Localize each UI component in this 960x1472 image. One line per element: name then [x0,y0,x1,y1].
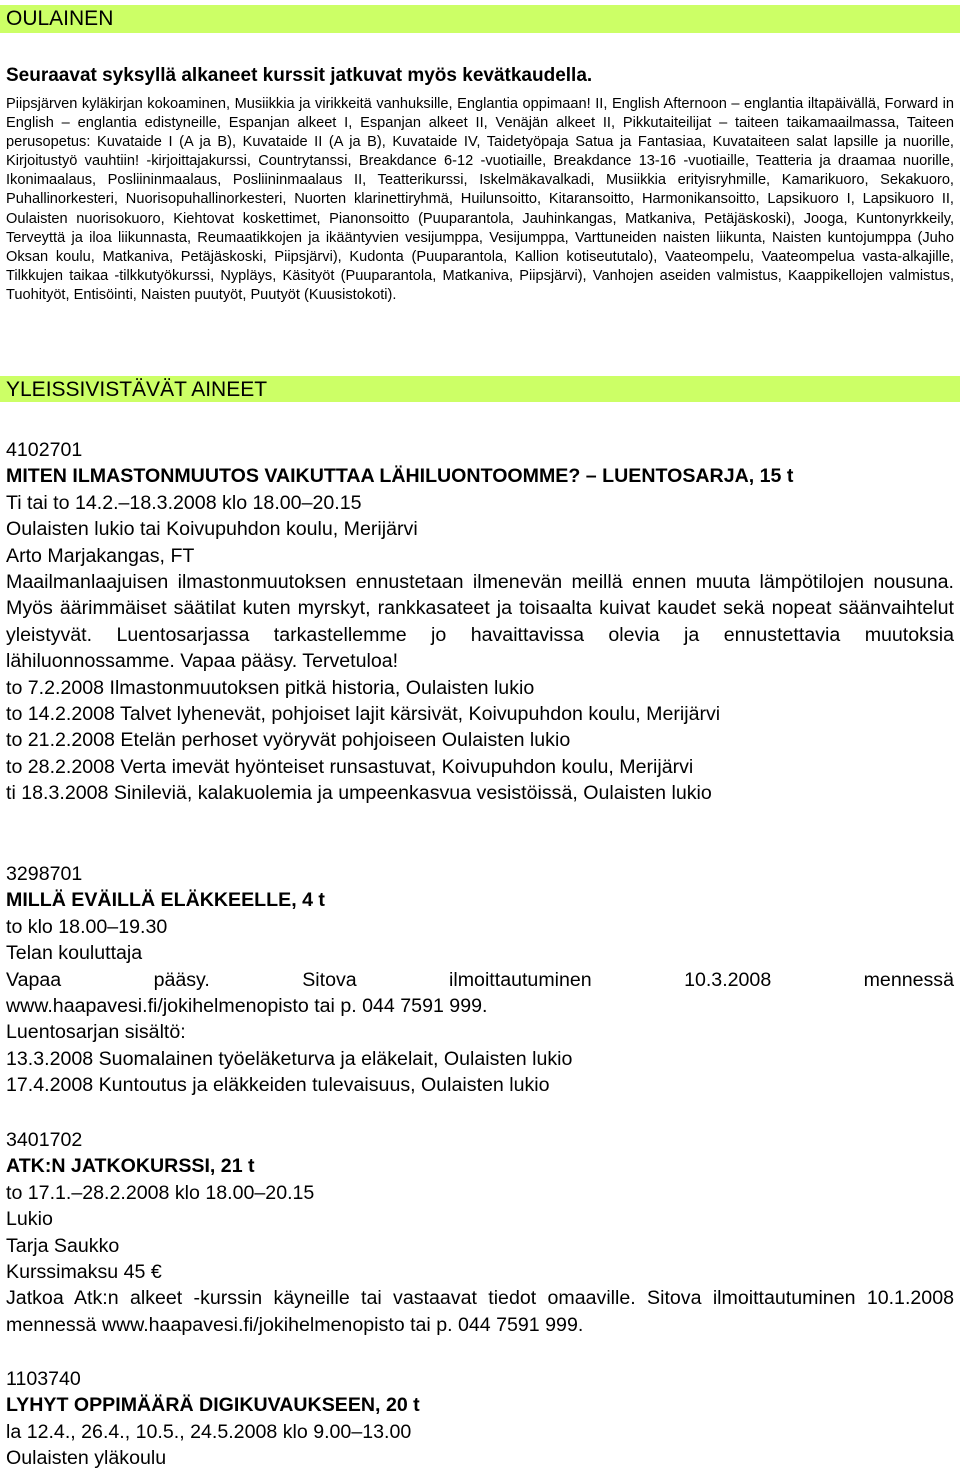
course-3298701 [6,861,954,1099]
course-teacher: Arto Marjakangas, FT [6,544,195,567]
course-code: 1103740 [6,1368,81,1390]
continuing-courses-list [6,95,954,305]
course-schedule: la 12.4., 26.4., 10.5., 24.5.2008 klo 9.00–13.00 [6,1420,412,1443]
course-fee: Kurssimaksu 45 € [6,1261,162,1284]
course-schedule: to 17.1.–28.2.2008 klo 18.00–20.15 [6,1181,315,1204]
course-session: to 14.2.2008 Talvet lyhenevät, pohjoiset lajit kärsivät, Koivupuhdon koulu, Merijärvi [6,703,721,726]
course-content-label: Luentosarjan sisältö: [6,1021,186,1044]
course-schedule: Ti tai to 14.2.–18.3.2008 klo 18.00–20.15 [6,491,362,514]
registration-word: Sitova [302,968,357,991]
course-contact: www.haapavesi.fi/jokihelmenopisto tai p. 044 7591 999. [6,995,488,1018]
course-session: 13.3.2008 Suomalainen työeläketurva ja eläkelait, Oulaisten lukio [6,1047,573,1070]
course-location: Oulaisten lukio tai Koivupuhdon koulu, Merijärvi [6,518,418,541]
course-teacher: Tarja Saukko [6,1234,120,1257]
continuing-courses-heading: Seuraavat syksyllä alkaneet kurssit jatkuvat myös kevätkaudella. [6,65,593,86]
course-session: to 21.2.2008 Etelän perhoset vyöryvät pohjoiseen Oulaisten lukio [6,729,571,752]
course-session: to 7.2.2008 Ilmastonmuutoksen pitkä historia, Oulaisten lukio [6,676,535,699]
registration-word: Vapaa [6,968,62,991]
course-session: ti 18.3.2008 Sinileviä, kalakuolemia ja umpeenkasvua vesistöissä, Oulaisten lukio [6,782,712,805]
registration-word: 10.3.2008 [684,968,772,991]
course-teacher: Telan kouluttaja [6,942,143,965]
course-code: 3298701 [6,863,83,885]
course-location: Oulaisten yläkoulu [6,1447,167,1470]
registration-word: pääsy. [153,968,210,991]
course-title: MILLÄ EVÄILLÄ ELÄKKEELLE, 4 t [6,889,325,912]
course-title: LYHYT OPPIMÄÄRÄ DIGIKUVAUKSEEN, 20 t [6,1394,420,1417]
section-title: YLEISSIVISTÄVÄT AINEET [6,378,268,401]
course-session: to 28.2.2008 Verta imevät hyönteiset runsastuvat, Koivupuhdon koulu, Merijärvi [6,755,694,778]
town-header-band [0,5,960,33]
course-description: Jatkoa Atk:n alkeet -kurssin käyneille tai vastaavat tiedot omaaville. Sitova ilmoittautuminen 10.1.2008 mennessä www.haapavesi.fi/jokihelmenopisto tai p. 044 7591 999. [6,1287,954,1336]
course-code: 3401702 [6,1129,83,1151]
course-1103740 [6,1366,954,1472]
course-code: 4102701 [6,439,83,461]
course-location: Lukio [6,1208,53,1231]
course-4102701 [6,437,954,807]
course-title: MITEN ILMASTONMUUTOS VAIKUTTAA LÄHILUONTOOMME? – LUENTOSARJA, 15 t [6,465,794,488]
course-title: ATK:N JATKOKURSSI, 21 t [6,1155,255,1178]
registration-word: mennessä [863,968,954,991]
town-title: OULAINEN [6,7,114,30]
course-registration [6,967,954,993]
course-3401702 [6,1127,954,1338]
registration-word: ilmoittautuminen [449,968,592,991]
continuing-courses-text: Piipsjärven kyläkirjan kokoaminen, Musiikkia ja virikkeitä vanhuksille, Englantia oppimaan! II, English Afternoon – englantia iltapäivällä, Forward in English – englantia edistyneille, Espanjan alkeet I, Espanjan alkeet II, Venäjän alkeet II, Pikkutaiteilijat – taiteen taikamaailmassa, Taiteen perusopetus: Kuvataide I (A ja B), Kuvataide II (A ja B), Kuvataide IV, Taidetyöpaja Satua ja Fantasiaa, Kuvataiteen salat lapsille ja nuorille, Kirjoitustyö vauhtiin! -kirjoittajakurssi, Countrytanssi, Breakdance 6-12 -vuotiaille, Breakdance 13-16 -vuotiaille, Teatteria ja draamaa nuorille, Ikonimaalaus, Posliininmaalaus, Posliininmaalaus II, Teatterikurssi, Iskelmäkavalkadi, Musiikkia erityisryhmille, Kamarikuoro, Sekakuoro, Puhallinorkesteri, Nuorisopuhallinorkesteri, Nuorten klarinettiryhmä, Huilunsoitto, Kitaransoitto, Harmonikansoitto, Lapsikuoro I, Lapsikuoro II, Oulaisten nuorisokuoro, Kiehtovat koskettimet, Pianonsoitto (Puuparantola, Jauhinkangas, Matkaniva, Petäjäskoski), Jooga, Kuntonyrkkeily, Terveyttä ja iloa liikunnasta, Reumaatikkojen ja ikääntyvien vesijumppa, Vesijumppa, Varttuneiden naisten liikunta, Naisten kuntojumppa (Juho Oksan koulu, Matkaniva, Petäjäskoski, Piipsjärvi), Kudonta (Puuparantola, Kallion kotiseututalo), Vaateompelu, Vaateompelua vasta-alkajille, Tilkkujen taikaa -tilkkutyökurssi, Nypläys, Käsityöt (Puuparantola, Matkaniva, Piipsjärvi), Vanhojen aseiden valmistus, Kaappikellojen valmistus, Tuohityöt, Entisöinti, Naisten puutyöt, Puutyöt (Kuusistokoti). [6,96,954,303]
course-description: Maailmanlaajuisen ilmastonmuutoksen ennustetaan ilmenevän meillä ennen muuta lämpötilojen nousuna. Myös äärimmäiset säätilat kuten myrskyt, rankkasateet ja toisaalta kuivat kaudet sekä nopeat säänvaihtelut yleistyvät. Luentosarjassa tarkastellemme jo havaittavissa olevia ja ennustettavia muutoksia lähiluonnossamme. Vapaa pääsy. Tervetuloa! [6,571,954,673]
course-session: 17.4.2008 Kuntoutus ja eläkkeiden tulevaisuus, Oulaisten lukio [6,1074,550,1097]
course-schedule: to klo 18.00–19.30 [6,915,168,938]
